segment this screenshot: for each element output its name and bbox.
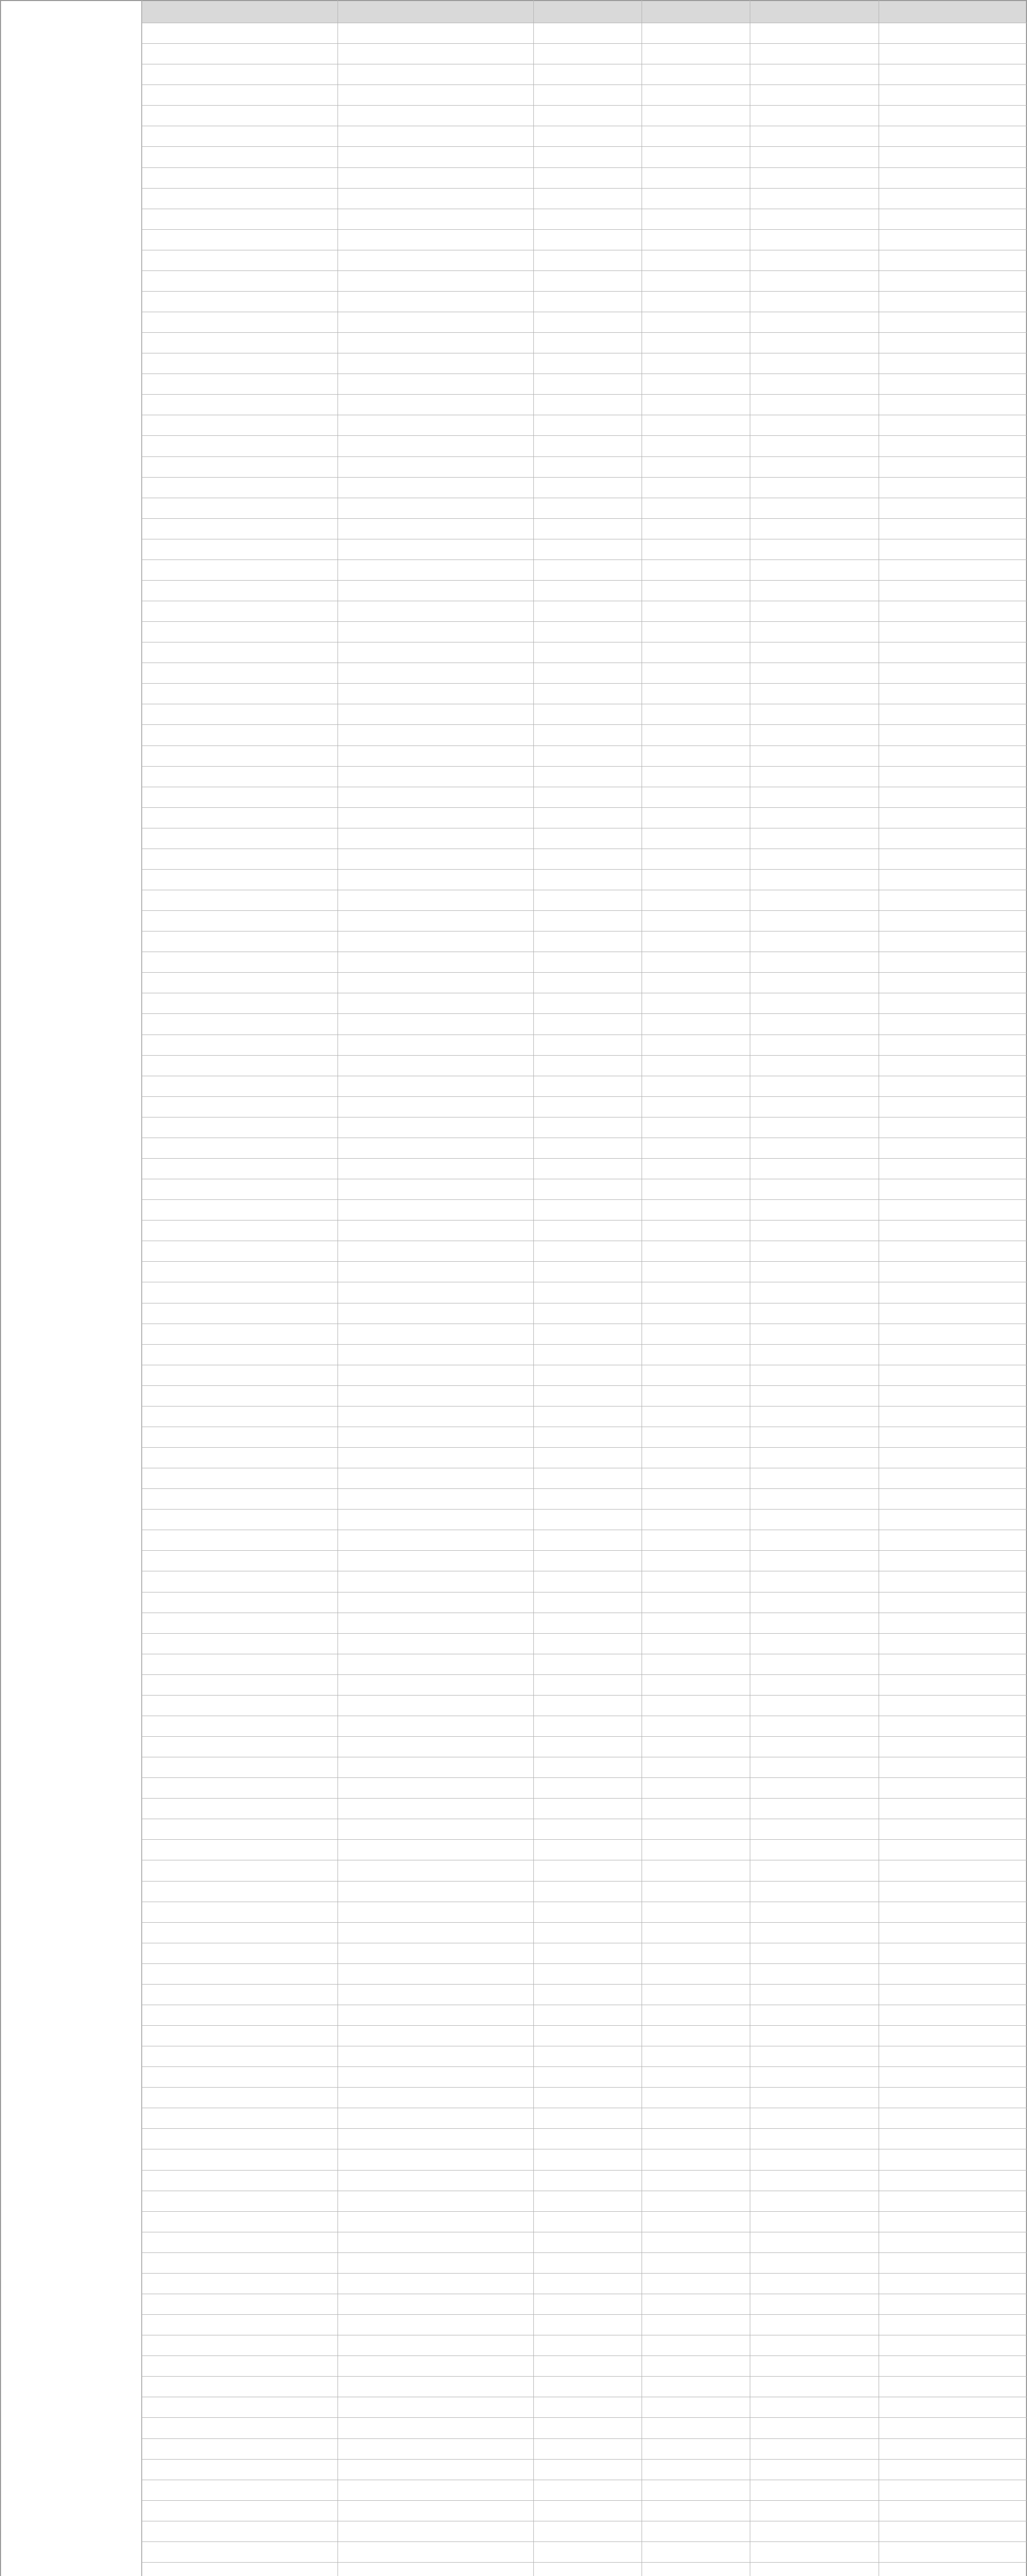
row-line (142, 167, 1027, 168)
row-line (142, 270, 1027, 271)
row-line (142, 766, 1027, 767)
row-line (142, 2500, 1027, 2501)
row-line (142, 1488, 1027, 1489)
row-line (142, 807, 1027, 808)
row-line (142, 2417, 1027, 2418)
row-line (142, 1447, 1027, 1448)
row-line (142, 332, 1027, 333)
row-line (142, 1509, 1027, 1510)
row-line (142, 518, 1027, 519)
row-line (142, 1261, 1027, 1262)
row-line (142, 621, 1027, 622)
row-line (142, 1695, 1027, 1696)
row-line (142, 724, 1027, 725)
row-line (142, 2211, 1027, 2212)
column-line (533, 0, 534, 2576)
row-line (142, 1674, 1027, 1675)
row-line (142, 2252, 1027, 2253)
row-line (142, 2087, 1027, 2088)
row-line (142, 2273, 1027, 2274)
row-line (142, 394, 1027, 395)
row-line (142, 2066, 1027, 2067)
row-line (142, 972, 1027, 973)
row-line (142, 105, 1027, 106)
row-line (142, 477, 1027, 478)
row-line (142, 1777, 1027, 1778)
row-line (142, 43, 1027, 44)
row-line (142, 229, 1027, 230)
row-line (142, 580, 1027, 581)
row-line (142, 1984, 1027, 1985)
row-line (142, 1963, 1027, 1964)
row-line (142, 456, 1027, 457)
row-line (142, 291, 1027, 292)
row-line (142, 1550, 1027, 1551)
row-line (142, 84, 1027, 85)
row-line (142, 2438, 1027, 2439)
row-line (142, 869, 1027, 870)
row-line (142, 1881, 1027, 1882)
row-line (142, 2562, 1027, 2563)
row-line (142, 1158, 1027, 1159)
row-line (142, 1736, 1027, 1737)
row-line (142, 435, 1027, 436)
row-line (142, 1922, 1027, 1923)
row-line (142, 2541, 1027, 2542)
row-line (142, 2128, 1027, 2129)
row-line (142, 745, 1027, 746)
row-line (142, 2170, 1027, 2171)
row-line (142, 2459, 1027, 2460)
row-line (142, 1220, 1027, 1221)
row-line (142, 2376, 1027, 2377)
row-line (142, 910, 1027, 911)
row-line (142, 683, 1027, 684)
row-line (142, 1385, 1027, 1386)
row-line (142, 2025, 1027, 2026)
row-line (142, 1344, 1027, 1345)
row-line (142, 1633, 1027, 1634)
row-line (142, 188, 1027, 189)
row-line (142, 1199, 1027, 1200)
row-line (142, 2314, 1027, 2315)
row-line (142, 146, 1027, 147)
row-line (142, 2355, 1027, 2356)
row-line (142, 1798, 1027, 1799)
row-line (142, 1013, 1027, 1014)
row-line (142, 1839, 1027, 1840)
row-line (142, 1055, 1027, 1056)
row-line (142, 1096, 1027, 1097)
